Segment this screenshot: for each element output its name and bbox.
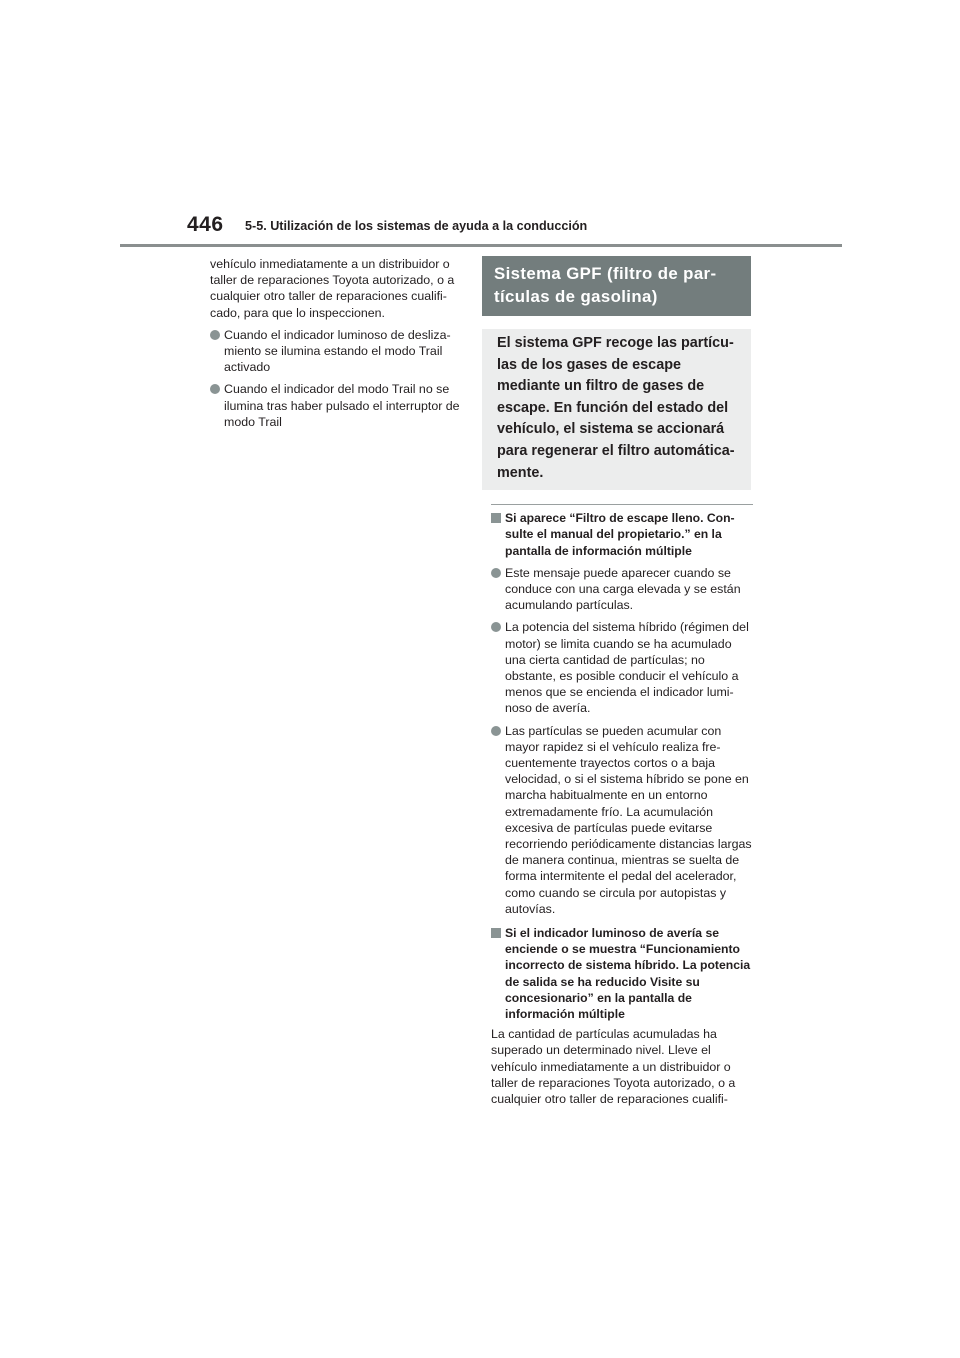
list-item (210, 381, 468, 430)
body-paragraph: La cantidad de partículas acumuladas ha superado un determinado nivel. Lleve el vehículo inmediatamente a un distribuidor o taller de reparaciones Toyota autorizado, o a cualquier otro taller de reparaciones cualifi- (491, 1027, 736, 1107)
subheading-text: Si aparece “Filtro de escape lleno. Consulte el manual del propietario.” en la pantalla de información múltiple (505, 511, 735, 558)
section-summary: El sistema GPF recoge las partículas de los gases de escape mediante un filtro de gases de escape. En función del estado del vehículo, el sistema se accionará para regenerar el filtro automáticamente. (482, 329, 751, 490)
list-item-text: La potencia del sistema híbrido (régimen del motor) se limita cuando se ha acumulado una cierta cantidad de partículas; no obstante, es posible conducir el vehículo a menos que se encienda el indicador luminoso de avería. (505, 620, 749, 716)
bullet-dot-icon (491, 726, 501, 736)
continuation-paragraph: vehículo inmediatamente a un distribuidor o taller de reparaciones Toyota autorizado, o a cualquier otro taller de reparaciones cualificado, para que lo inspeccionen. (210, 257, 455, 320)
bullet-dot-icon (210, 384, 220, 394)
list-item (491, 619, 753, 716)
subheading-text: Si el indicador luminoso de avería se enciende o se muestra “Funcionamiento incorrecto de sistema híbrido. La potencia de salida se ha reducido Visite su concesionario” en la pantalla de información múltiple (505, 926, 751, 1022)
right-column (491, 256, 753, 1107)
bullet-dot-icon (210, 330, 220, 340)
bullet-dot-icon (491, 568, 501, 578)
square-bullet-icon (491, 928, 501, 938)
list-item-text: Las partículas se pueden acumular con mayor rapidez si el vehículo realiza frecuentemente trayectos cortos o a baja velocidad, o si el sistema híbrido se pone en marcha habitualmente en un entorno extremadamente frío. La acumulación excesiva de partículas puede evitarse recorriendo periódicamente distancias largas de manera continua, mientras se suelta de forma intermitente el pedal del acelerador, como cuando se circula por autopistas y autovías. (505, 723, 752, 916)
page-number: 446 (187, 213, 224, 236)
subsection-divider (491, 504, 753, 505)
list-item-text: Este mensaje puede aparecer cuando se conduce con una carga elevada y se están acumulando partículas. (505, 565, 741, 613)
list-item (491, 565, 753, 614)
subheading (491, 925, 753, 1022)
chapter-title: 5-5. Utilización de los sistemas de ayuda a la conducción (245, 219, 588, 233)
square-bullet-icon (491, 513, 501, 523)
list-item-text: Cuando el indicador del modo Trail no se ilumina tras haber pulsado el interruptor de modo Trail (224, 382, 460, 429)
list-item (491, 723, 753, 917)
section-title: Sistema GPF (filtro de partículas de gasolina) (482, 256, 751, 316)
list-item-text: Cuando el indicador luminoso de deslizamiento se ilumina estando el modo Trail activado (224, 327, 451, 375)
bullet-dot-icon (491, 622, 501, 632)
list-item (210, 327, 468, 376)
header-divider (120, 244, 842, 247)
subheading (491, 510, 753, 559)
left-column (210, 256, 468, 430)
